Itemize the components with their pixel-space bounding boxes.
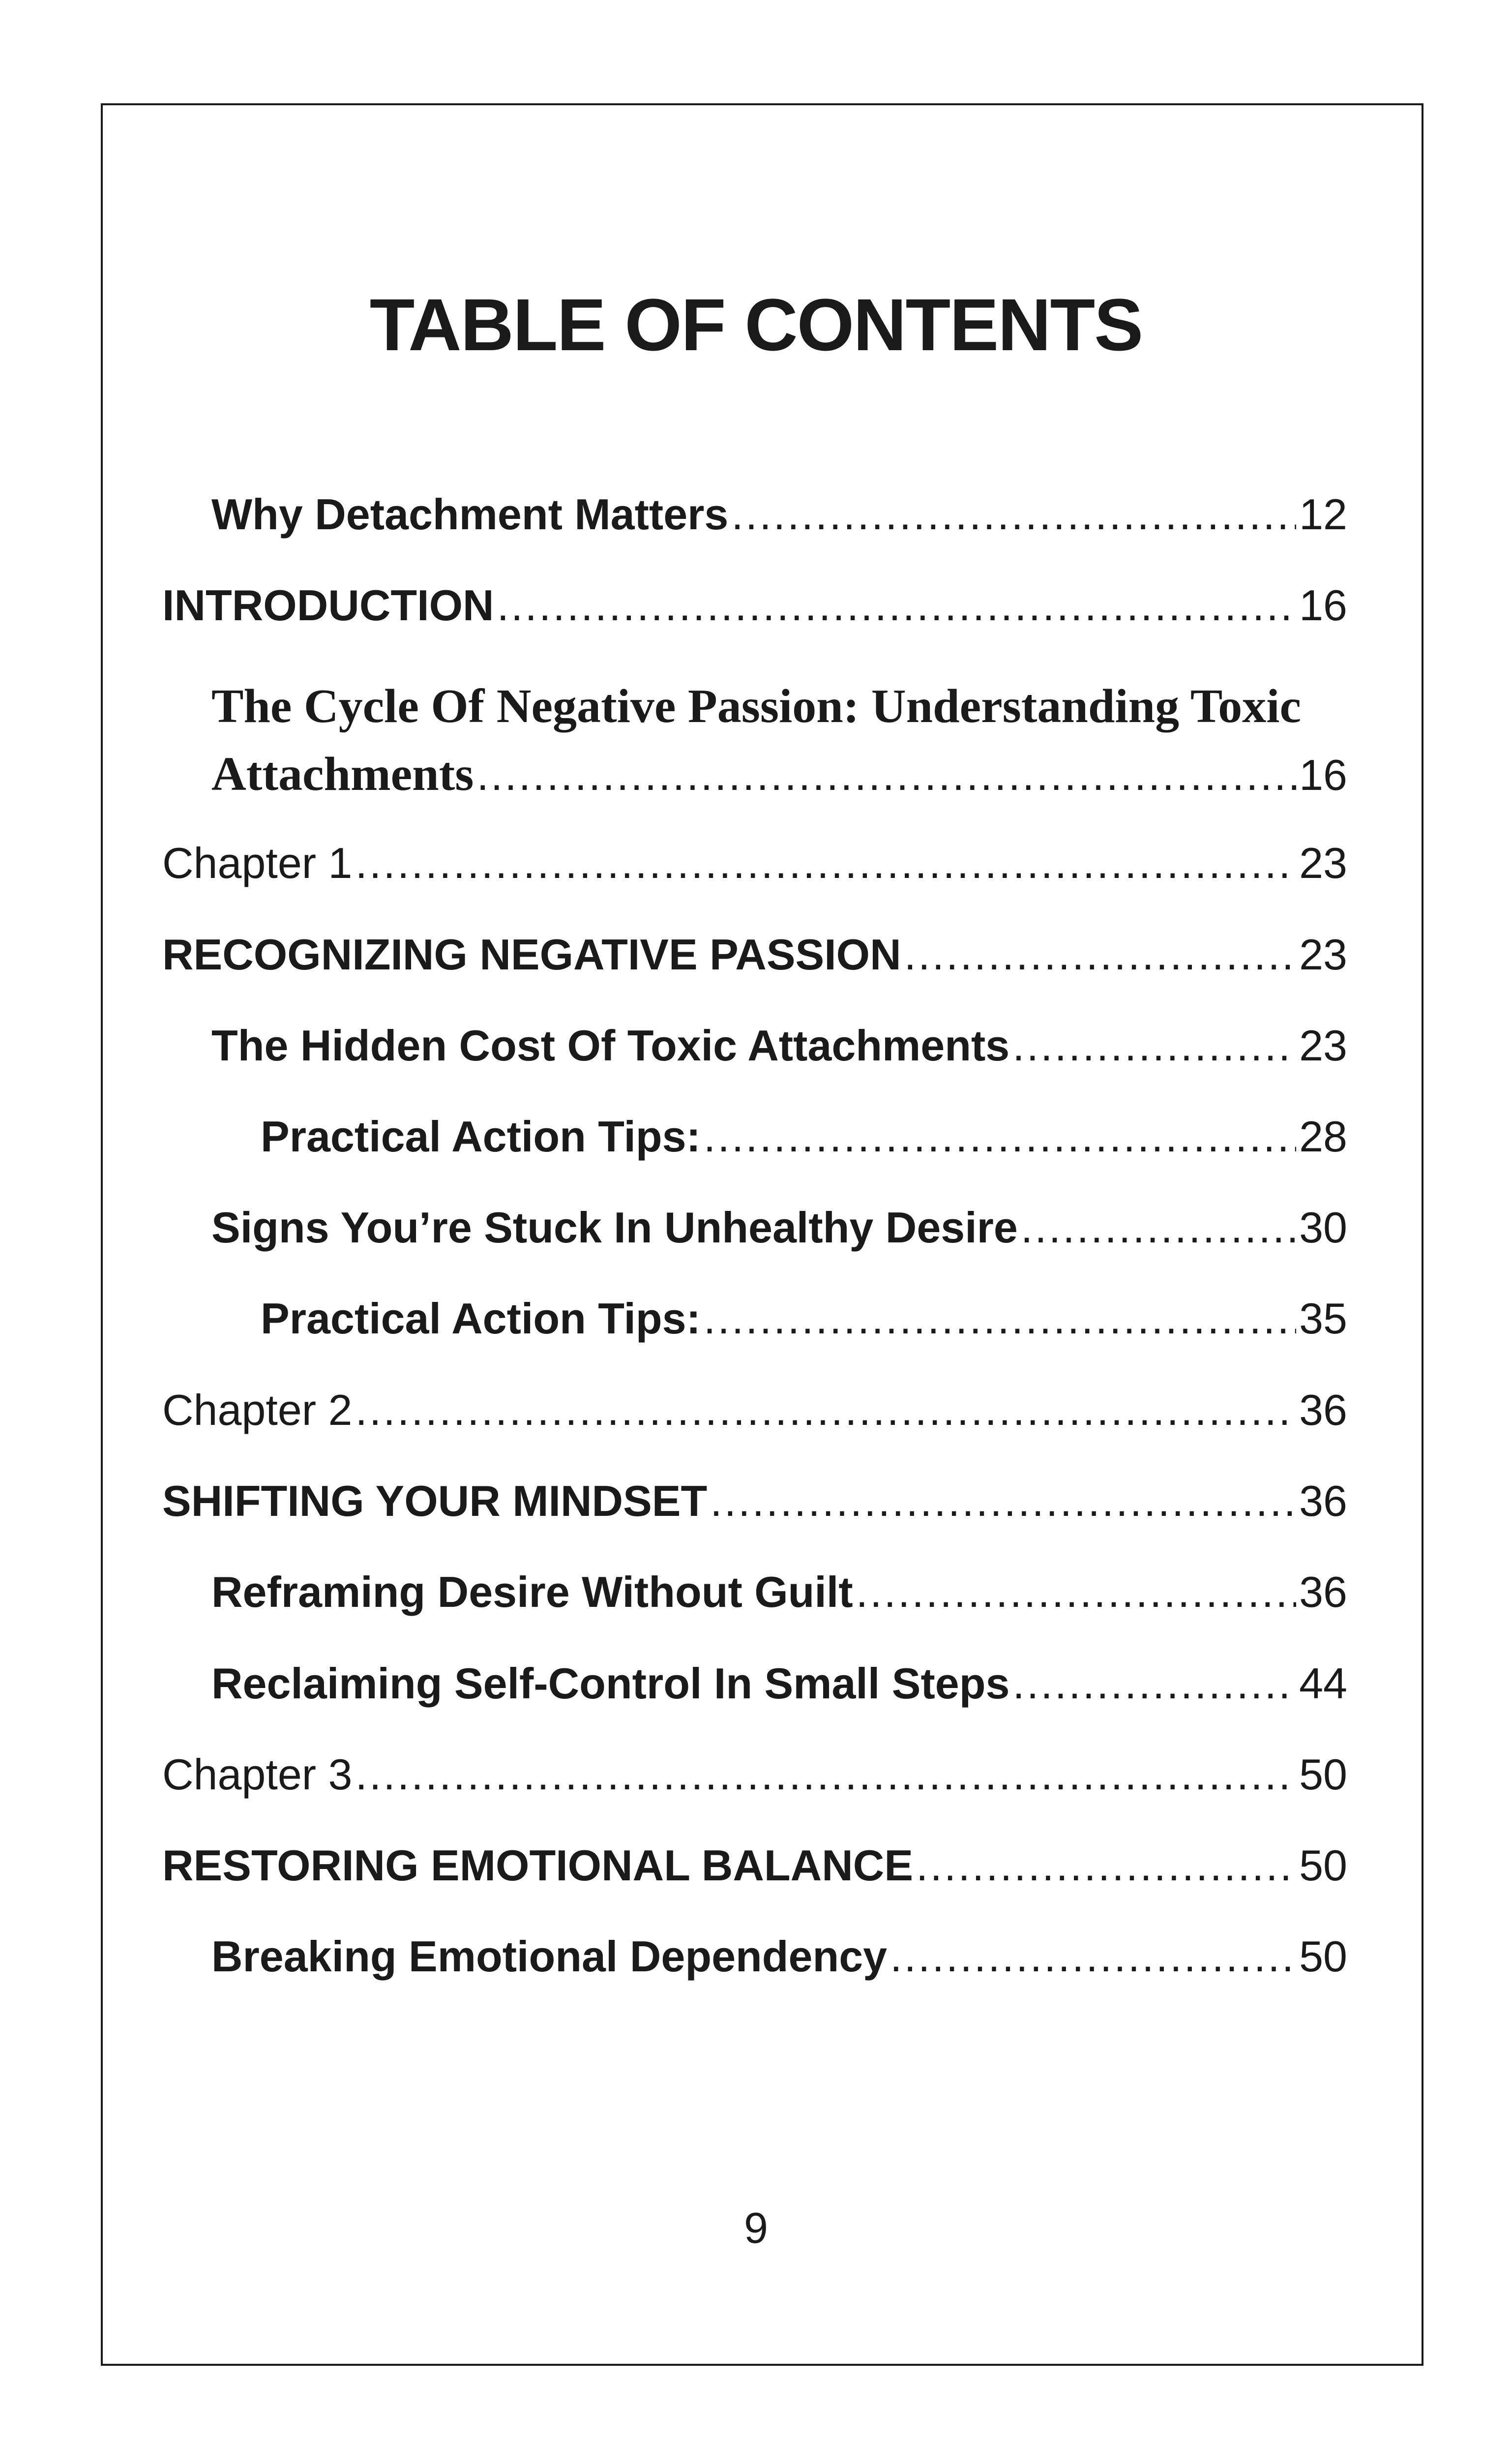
- toc-entry-chapter-2[interactable]: [162, 1364, 1347, 1456]
- toc-entry-label: Chapter 1: [162, 839, 353, 887]
- toc-entry-hidden-cost[interactable]: [211, 1000, 1347, 1091]
- toc-entry-label: Chapter 2: [162, 1386, 353, 1434]
- toc-entry-why-detachment-matters[interactable]: [211, 469, 1347, 560]
- page-title: TABLE OF CONTENTS: [369, 283, 1143, 366]
- toc-entry-label: Breaking Emotional Dependency: [211, 1932, 888, 1981]
- dot-leader: [916, 1836, 1296, 1895]
- dot-leader: [710, 1472, 1296, 1531]
- toc-entry-page: 50: [1299, 1932, 1347, 1981]
- dot-leader: [890, 1927, 1296, 1986]
- page-number: 9: [744, 2203, 768, 2252]
- dot-leader: [704, 1289, 1296, 1348]
- toc-entry-label: Chapter 3: [162, 1750, 353, 1799]
- dot-leader: [1012, 1016, 1296, 1075]
- toc-entry-page: 16: [1299, 581, 1347, 630]
- dot-leader: [904, 925, 1296, 984]
- toc-entry-page: 36: [1299, 1568, 1347, 1616]
- toc-entry-page: 23: [1299, 839, 1347, 887]
- dot-leader: [1021, 1198, 1296, 1257]
- toc-entry-page: 30: [1299, 1203, 1347, 1252]
- toc-entry-shifting-your-mindset[interactable]: [162, 1455, 1347, 1547]
- toc-entry-restoring-emotional-balance[interactable]: [162, 1820, 1347, 1911]
- dot-leader: [731, 485, 1296, 544]
- toc-entry-page: 23: [1299, 1021, 1347, 1070]
- toc-entry-practical-action-tips-1[interactable]: [261, 1091, 1347, 1182]
- toc-entry-page: 35: [1299, 1294, 1347, 1343]
- dot-leader: [497, 576, 1297, 635]
- toc-entry-page: 50: [1299, 1841, 1347, 1890]
- toc-entry-page: 12: [1299, 490, 1347, 539]
- dot-leader: [355, 834, 1296, 893]
- toc-entry-label: Practical Action Tips:: [261, 1294, 701, 1343]
- toc-entry-label: Reframing Desire Without Guilt: [211, 1568, 853, 1616]
- toc-entry-page: 44: [1299, 1659, 1347, 1708]
- toc-entry-reframing-desire[interactable]: [211, 1546, 1347, 1638]
- toc-entry-label: RECOGNIZING NEGATIVE PASSION: [162, 930, 901, 979]
- toc-entry-recognizing-negative-passion[interactable]: [162, 909, 1347, 1000]
- toc-entry-cycle-of-negative-passion[interactable]: [211, 672, 1347, 809]
- toc-entry-label: Signs You’re Stuck In Unhealthy Desire: [211, 1203, 1018, 1252]
- toc-entry-label: The Hidden Cost Of Toxic Attachments: [211, 1021, 1010, 1070]
- toc-entry-label: Practical Action Tips:: [261, 1112, 701, 1161]
- dot-leader: [856, 1563, 1296, 1622]
- toc-entry-page: 36: [1299, 1386, 1347, 1434]
- dot-leader: [704, 1107, 1296, 1166]
- dot-leader: [476, 741, 1296, 809]
- dot-leader: [1012, 1654, 1296, 1713]
- toc-entry-chapter-3[interactable]: [162, 1729, 1347, 1820]
- toc-entry-introduction[interactable]: [162, 560, 1347, 651]
- toc-entry-page: 50: [1299, 1750, 1347, 1799]
- toc-entry-label: SHIFTING YOUR MINDSET: [162, 1477, 708, 1525]
- toc-entry-label: Reclaiming Self-Control In Small Steps: [211, 1659, 1010, 1708]
- toc-entry-page: 28: [1299, 1112, 1347, 1161]
- toc-entry-practical-action-tips-2[interactable]: [261, 1273, 1347, 1364]
- toc-entry-reclaiming-self-control[interactable]: [211, 1638, 1347, 1729]
- toc-entry-label: Why Detachment Matters: [211, 490, 729, 539]
- dot-leader: [355, 1381, 1296, 1440]
- toc-entry-signs-stuck[interactable]: [211, 1182, 1347, 1273]
- toc-entry-page: 23: [1299, 930, 1347, 979]
- toc-entry-label: INTRODUCTION: [162, 581, 494, 630]
- dot-leader: [355, 1745, 1296, 1804]
- toc-entry-label: RESTORING EMOTIONAL BALANCE: [162, 1841, 914, 1890]
- toc-entry-page: 36: [1299, 1477, 1347, 1525]
- toc-entry-page: 16: [1299, 751, 1347, 799]
- toc-entry-chapter-1[interactable]: [162, 817, 1347, 909]
- toc-entry-breaking-emotional-dependency[interactable]: [211, 1911, 1347, 2002]
- toc-entry-label-line1: The Cycle Of Negative Passion: Understanding Toxic: [211, 680, 1301, 733]
- toc-entry-label-line2: Attachments: [211, 748, 474, 801]
